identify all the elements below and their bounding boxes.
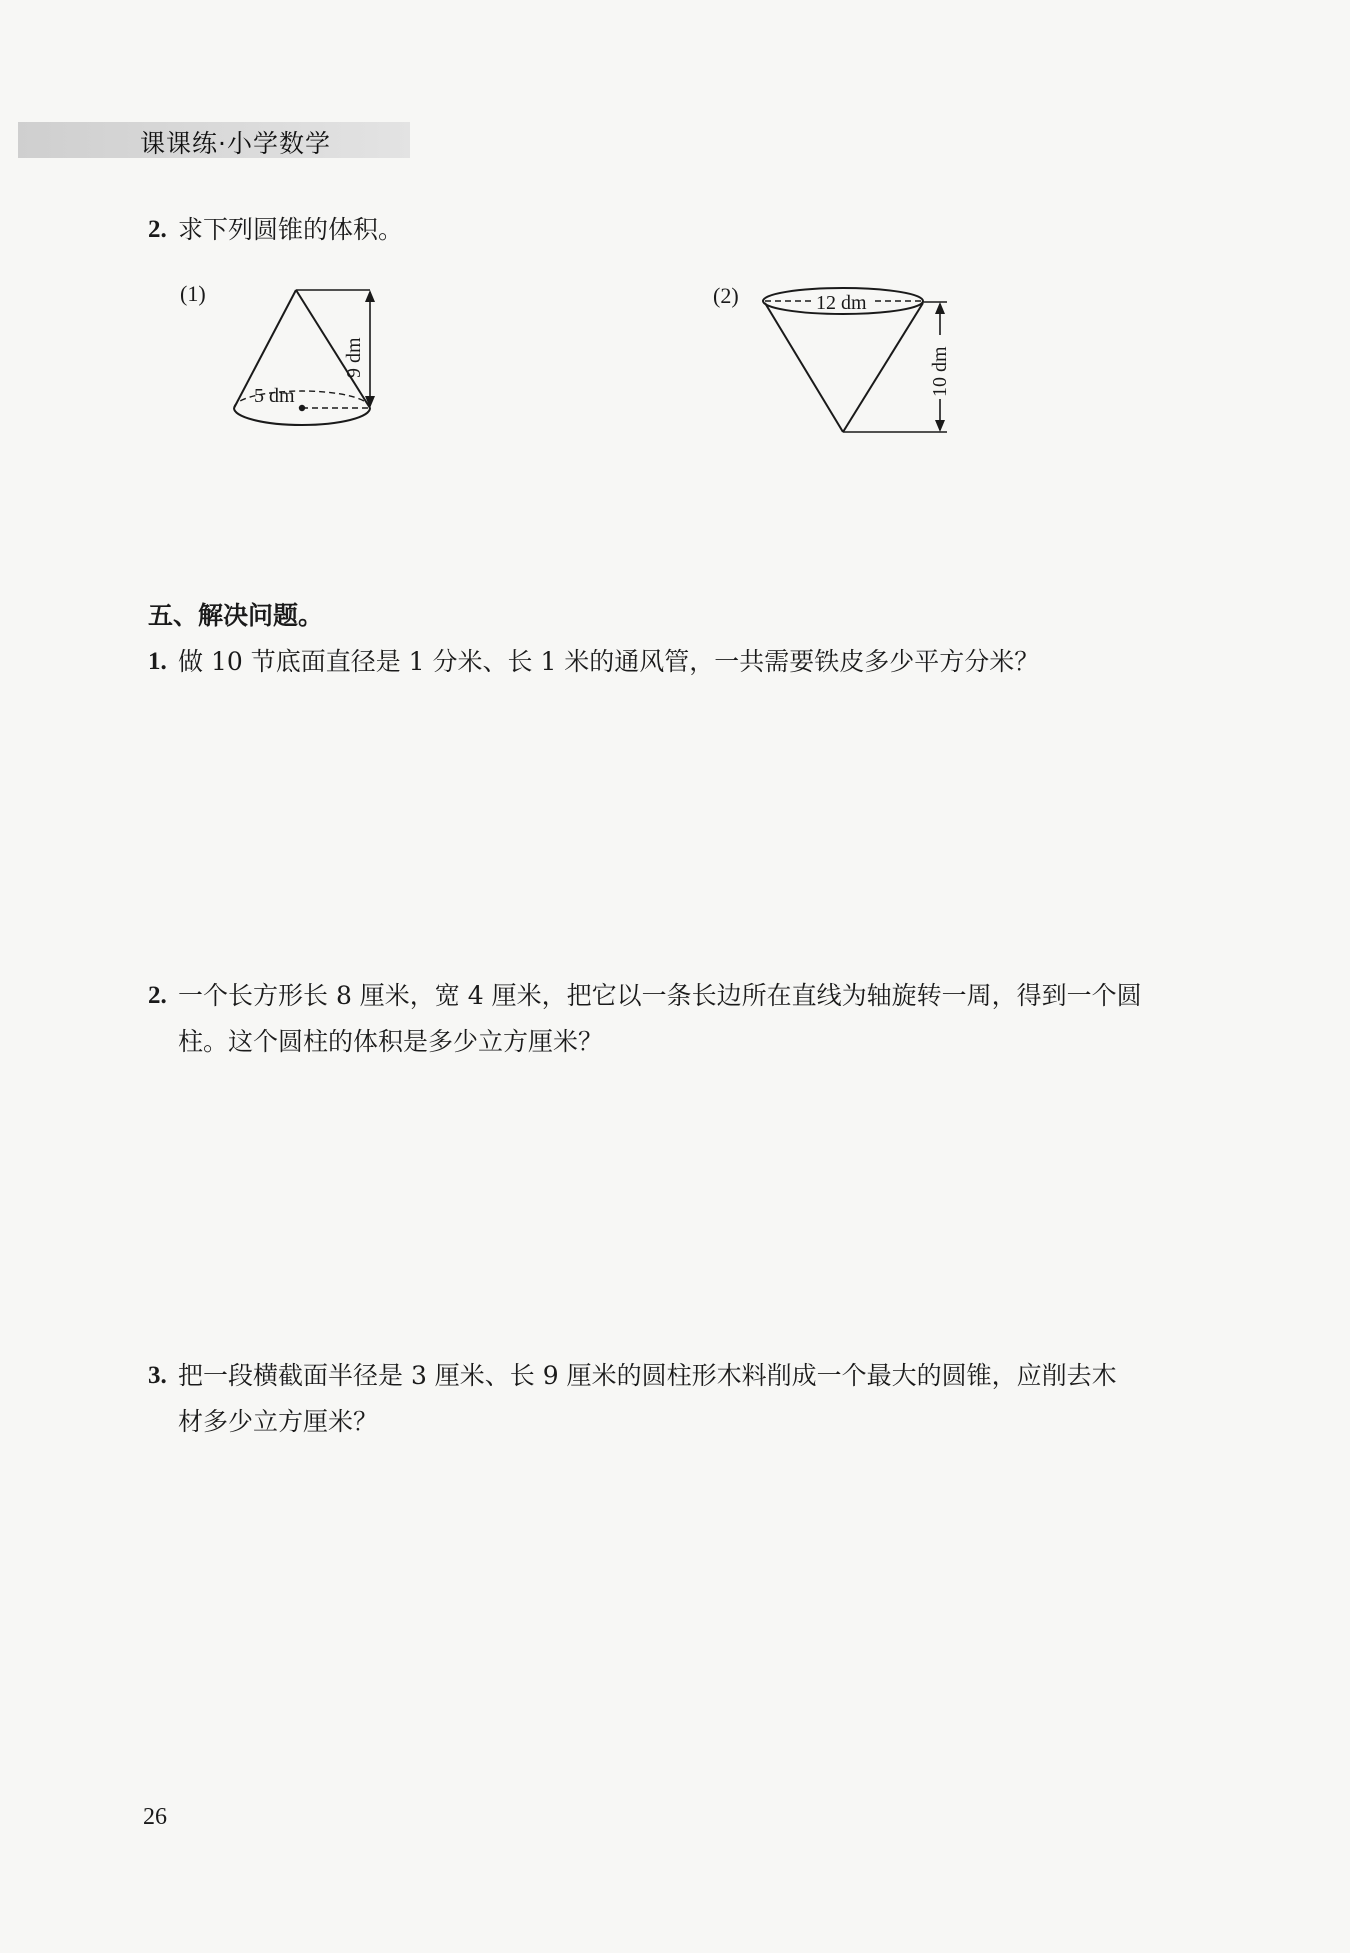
height-label: 10 dm xyxy=(929,346,951,397)
page-number: 26 xyxy=(143,1804,167,1830)
problem-number-3: 3. xyxy=(148,1362,167,1389)
cone-figure-2 xyxy=(755,280,955,440)
arrow-up-icon xyxy=(935,302,945,314)
section-title: 五、解决问题。 xyxy=(148,601,324,630)
cone-right-edge xyxy=(843,303,923,432)
problem-3-line-1: 把一段横截面半径是 3 厘米、长 9 厘米的圆柱形木料削成一个最大的圆锥，应削去木 xyxy=(178,1361,1117,1390)
problem-3-line-2: 材多少立方厘米？ xyxy=(178,1407,379,1436)
diameter-label: 12 dm xyxy=(816,292,867,314)
cone-left-edge xyxy=(765,303,843,432)
problem-number-1: 1. xyxy=(148,648,167,675)
arrow-up-icon xyxy=(365,290,375,302)
problem-number-2: 2. xyxy=(148,982,167,1009)
height-label: 9 dm xyxy=(343,337,365,378)
problem-2-line-2: 柱。这个圆柱的体积是多少立方厘米？ xyxy=(178,1027,604,1056)
base-center-dot xyxy=(299,405,305,411)
question-number: 2. xyxy=(148,216,167,243)
radius-label: 5 dm xyxy=(254,385,295,407)
cone-figure-1 xyxy=(220,280,400,440)
problem-1-line-1: 做 10 节底面直径是 1 分米、长 1 米的通风管，一共需要铁皮多少平方分米？ xyxy=(178,647,1040,676)
arrow-down-icon xyxy=(935,420,945,432)
question-text: 求下列圆锥的体积。 xyxy=(178,215,404,244)
problem-2-line-1: 一个长方形长 8 厘米，宽 4 厘米，把它以一条长边所在直线为轴旋转一周，得到一个圆 xyxy=(178,981,1142,1010)
book-title: 课课练·小学数学 xyxy=(140,129,331,158)
figure-label-2: (2) xyxy=(713,283,739,308)
figure-label-1: (1) xyxy=(180,281,206,306)
